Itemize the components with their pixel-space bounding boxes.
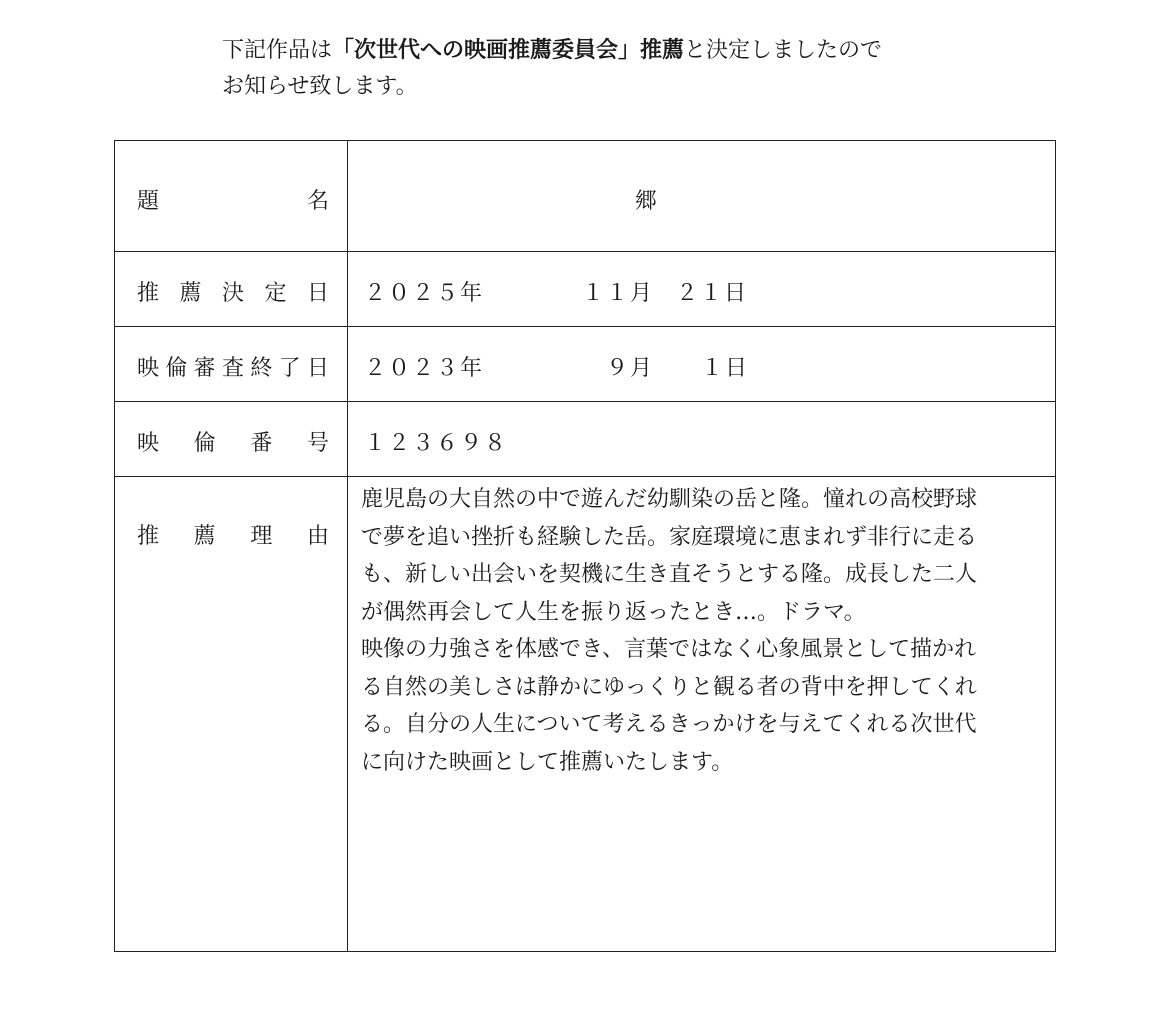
reason-row [115,477,1055,951]
eirin-number-value-cell [348,402,1055,476]
review-end-date-day: １日 [701,356,750,381]
reason-line: 鹿児島の大自然の中で遊んだ幼馴染の岳と隆。憧れの高校野球 [361,487,978,512]
reason-label-char: 薦 [193,524,216,549]
decision-date-label-char: 推 [137,281,160,306]
decision-date-label-char: 決 [221,281,244,306]
reason-line: る自然の美しさは静かにゆっくりと観る者の背中を押してくれ [361,674,977,700]
decision-date-label-char: 日 [306,281,329,306]
eirin-number-label-char: 倫 [193,431,216,456]
decision-date-label-char: 薦 [179,281,202,306]
review-end-date-label-char: 映 [137,356,160,381]
reason-line: で夢を追い挫折も経験した岳。家庭環境に恵まれず非行に走る [361,524,978,550]
decision-date-value-cell [348,252,1055,326]
reason-line: る。自分の人生について考えるきっかけを与えてくれる次世代 [361,712,977,737]
eirin-number-label-char: 映 [137,431,160,456]
review-end-date-label-char: 了 [278,356,301,381]
intro-line-1-c: と決定しましたので [684,38,883,63]
decision-date-label-char: 定 [264,281,287,306]
reason-line: 映像の力強さを体感でき、言葉ではなく心象風景として描かれ [361,637,977,662]
title-label-char: 題 [137,189,160,214]
reason-value-cell [348,477,1055,951]
decision-date-row [115,252,1055,327]
reason-label-char: 由 [306,524,329,549]
review-end-date-year: ２０２３年 [364,356,485,381]
review-end-date-month: ９月 [606,356,655,381]
eirin-number-label-char: 号 [306,431,329,456]
eirin-number-row [115,402,1055,477]
reason-label-char: 理 [250,524,273,549]
review-end-date-value-cell [348,327,1055,401]
intro-text [222,32,882,105]
review-end-date-row [115,327,1055,402]
eirin-number-label-char: 番 [250,431,273,456]
review-end-date-label-char: 審 [193,356,216,381]
recommendation-table [114,140,1056,952]
intro-line-1 [222,32,882,69]
reason-line: に向けた映画として推薦いたします。 [361,749,734,775]
intro-line-1-a: 下記作品は [222,38,333,63]
title-label [115,141,348,251]
reason-line: が偶然再会して人生を振り返ったとき…。ドラマ。 [361,599,866,625]
reason-line: も、新しい出会いを契機に生き直そうとする隆。成長した二人 [361,562,978,587]
review-end-date-label-char: 査 [221,356,244,381]
title-value-cell [348,141,1055,251]
review-end-date-label-char: 日 [306,356,329,381]
eirin-number-value: １２３６９８ [364,431,509,456]
reason-label [115,477,348,951]
decision-date-year: ２０２５年 [364,281,485,306]
reason-text [361,481,1051,781]
committee-name: 「次世代への映画推薦委員会」推薦 [332,37,685,63]
eirin-number-label [115,402,348,476]
review-end-date-label [115,327,348,401]
title-value: 郷 [635,189,660,214]
decision-date-day: ２１日 [676,281,749,306]
title-row [115,141,1055,252]
decision-date-label [115,252,348,326]
title-label-char: 名 [306,189,329,214]
review-end-date-label-char: 終 [250,356,273,381]
decision-date-month: １１月 [582,281,655,306]
intro-line-2: お知らせ致します。 [222,74,418,99]
reason-label-char: 推 [137,524,160,549]
review-end-date-label-char: 倫 [165,356,188,381]
